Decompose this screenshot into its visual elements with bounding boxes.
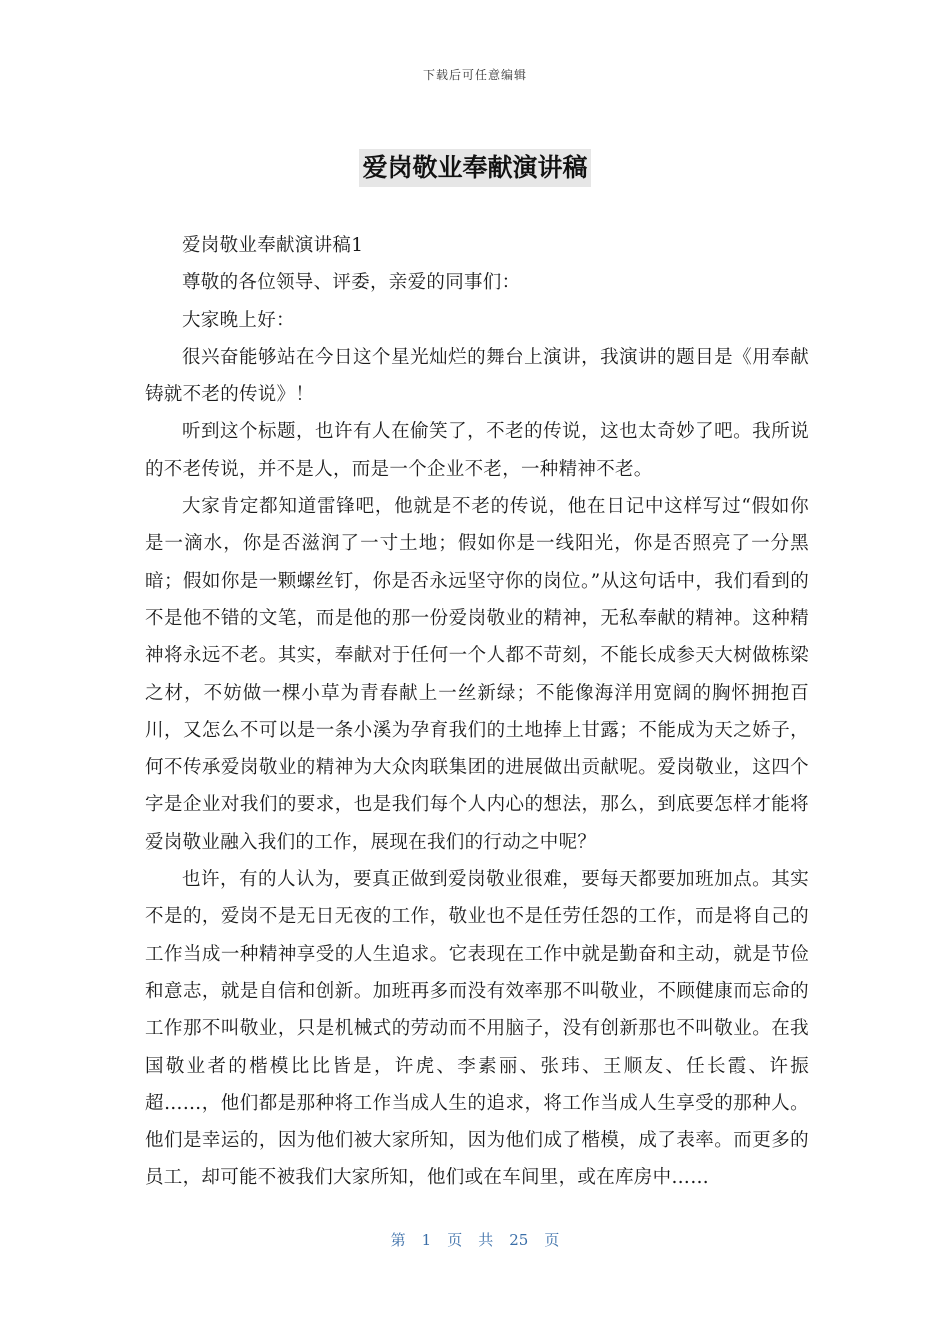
paragraph-heading: 爱岗敬业奉献演讲稿1 <box>182 235 364 256</box>
footer-current-page: 1 <box>421 1231 432 1249</box>
paragraph-greeting: 大家晚上好： <box>182 309 295 331</box>
page-header-note: 下载后可任意编辑 <box>422 68 527 82</box>
paragraph-leifeng: 大家肯定都知道雷锋吧，他就是不老的传说，他在日记中这样写过“假如你是一滴水，你是否滋润了一寸土地；假如你是一线阳光，你是否照亮了一分黑暗；假如你是一颗螺丝钉，你是否永远坚守你的岗位。”从这句话中，我们看到的不是他不错的文笔，而是他的那一份爱岗敬业的精神，无私奉献的精神。这种精神将永远不老。其实，奉献对于任何一个人都不苛刻，不能长成参天大树做栋梁之材，不妨做一棵小草为青春献上一丝新绿；不能像海洋用宽阔的胸怀拥抱百川，又怎么不可以是一条小溪为孕育我们的土地捧上甘露；不能成为天之娇子，何不传承爱岗敬业的精神为大众肉联集团的进展做出贡献呢。爱岗敬业，这四个字是企业对我们的要求，也是我们每个人内心的想法，那么，到底要怎样才能将爱岗敬业融入我们的工作，展现在我们的行动之中呢？ <box>145 496 809 853</box>
paragraph-dedication: 也许，有的人认为，要真正做到爱岗敬业很难，要每天都要加班加点。其实不是的，爱岗不是无日无夜的工作，敬业也不是任劳任怨的工作，而是将自己的工作当成一种精神享受的人生追求。它表现在工作中就是勤奋和主动，就是节俭和意志，就是自信和创新。加班再多而没有效率那不叫敬业，不顾健康而忘命的工作那不叫敬业，只是机械式的劳动而不用脑子，没有创新那也不叫敬业。在我国敬业者的楷模比比皆是，许虎、李素丽、张玮、王顺友、任长霞、许振超……，他们都是那种将工作当成人生的追求，将工作当成人生享受的那种人。他们是幸运的，因为他们被大家所知，因为他们成了楷模，成了表率。而更多的员工，却可能不被我们大家所知，他们或在车间里，或在库房中…… <box>145 869 809 1189</box>
footer-page-word: 第 <box>390 1231 406 1249</box>
paragraph-salutation: 尊敬的各位领导、评委，亲爱的同事们： <box>182 272 521 294</box>
paragraph-title-explain: 听到这个标题，也许有人在偷笑了，不老的传说，这也太奇妙了吧。我所说的不老传说，并不是人，而是一个企业不老，一种精神不老。 <box>145 421 809 480</box>
footer-total-pages: 25 <box>509 1231 529 1249</box>
footer-total-word: 共 <box>478 1231 494 1249</box>
footer-middle-word: 页 <box>447 1231 463 1249</box>
document-body <box>145 227 809 1197</box>
footer-end-word: 页 <box>544 1231 560 1249</box>
paragraph-intro: 很兴奋能够站在今日这个星光灿烂的舞台上演讲，我演讲的题目是《用奉献铸就不老的传说》！ <box>145 346 809 406</box>
page-footer <box>0 1229 950 1250</box>
document-title-text: 爱岗敬业奉献演讲稿 <box>359 149 590 187</box>
document-title <box>0 146 950 187</box>
